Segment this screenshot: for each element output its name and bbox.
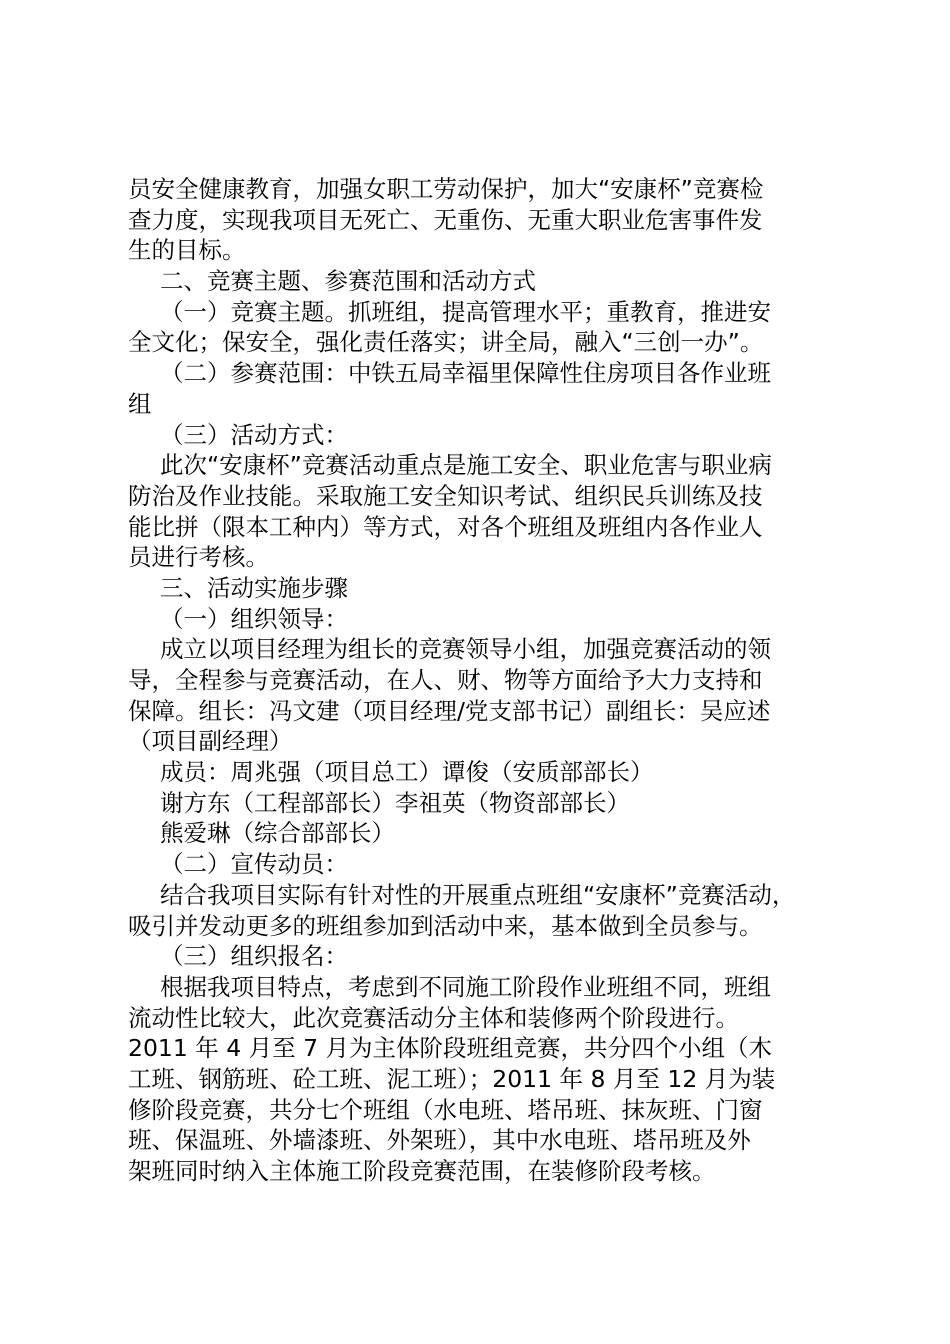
- text-line: 吸引并发动更多的班组参加到活动中来，基本做到全员参与。: [128, 911, 763, 940]
- text-line: （三）活动方式：: [160, 420, 348, 449]
- text-line: 防治及作业技能。采取施工安全知识考试、组织民兵训练及技: [128, 481, 763, 510]
- text-line: （三）组织报名：: [160, 942, 348, 971]
- text-line: 根据我项目特点，考虑到不同施工阶段作业班组不同，班组: [160, 972, 771, 1001]
- text-line: （二）参赛范围：中铁五局幸福里保障性住房项目各作业班: [160, 359, 771, 388]
- text-line: （二）宣传动员：: [160, 850, 348, 879]
- text-line: 二、竞赛主题、参赛范围和活动方式: [160, 267, 536, 296]
- text-line: 流动性比较大，此次竞赛活动分主体和装修两个阶段进行。: [128, 1003, 739, 1032]
- text-line: 成员：周兆强（项目总工）谭俊（安质部部长）: [160, 758, 654, 787]
- text-line: 修阶段竞赛，共分七个班组（水电班、塔吊班、抹灰班、门窗: [128, 1095, 763, 1124]
- document-body: [128, 174, 840, 1187]
- text-line: 全文化；保安全，强化责任落实；讲全局，融入“三创一办”。: [128, 328, 764, 357]
- text-line: （项目副经理）: [128, 727, 293, 756]
- text-line: 此次“安康杯”竞赛活动重点是施工安全、职业危害与职业病: [160, 451, 772, 480]
- text-line: 组: [128, 389, 152, 418]
- text-line: 谢方东（工程部部长）李祖英（物资部部长）: [160, 788, 630, 817]
- text-line: 熊爱琳（综合部部长）: [160, 819, 395, 848]
- text-line: 工班、钢筋班、砼工班、泥工班）；2011 年 8 月至 12 月为装: [128, 1064, 776, 1093]
- text-line: 结合我项目实际有针对性的开展重点班组“安康杯”竞赛活动，: [160, 880, 796, 909]
- text-line: 生的目标。: [128, 236, 246, 265]
- text-line: （一）竞赛主题。抓班组，提高管理水平；重教育，推进安: [160, 297, 771, 326]
- text-line: 班、保温班、外墙漆班、外架班），其中水电班、塔吊班及外: [128, 1126, 751, 1155]
- text-line: 2011 年 4 月至 7 月为主体阶段班组竞赛，共分四个小组（木: [128, 1034, 773, 1063]
- text-line: （一）组织领导：: [160, 604, 348, 633]
- text-line: 架班同时纳入主体施工阶段竞赛范围，在装修阶段考核。: [128, 1157, 716, 1185]
- text-line: 查力度，实现我项目无死亡、无重伤、无重大职业危害事件发: [128, 205, 763, 234]
- text-line: 员进行考核。: [128, 543, 269, 572]
- text-line: 保障。组长：冯文建（项目经理/党支部书记）副组长：吴应述: [128, 696, 771, 725]
- text-line: 导，全程参与竞赛活动，在人、财、物等方面给予大力支持和: [128, 666, 763, 694]
- text-line: 三、活动实施步骤: [160, 573, 348, 602]
- text-line: 能比拼（限本工种内）等方式，对各个班组及班组内各作业人: [128, 512, 763, 541]
- text-line: 成立以项目经理为组长的竞赛领导小组，加强竞赛活动的领: [160, 635, 771, 664]
- text-line: 员安全健康教育，加强女职工劳动保护，加大“安康杯”竞赛检: [128, 175, 764, 203]
